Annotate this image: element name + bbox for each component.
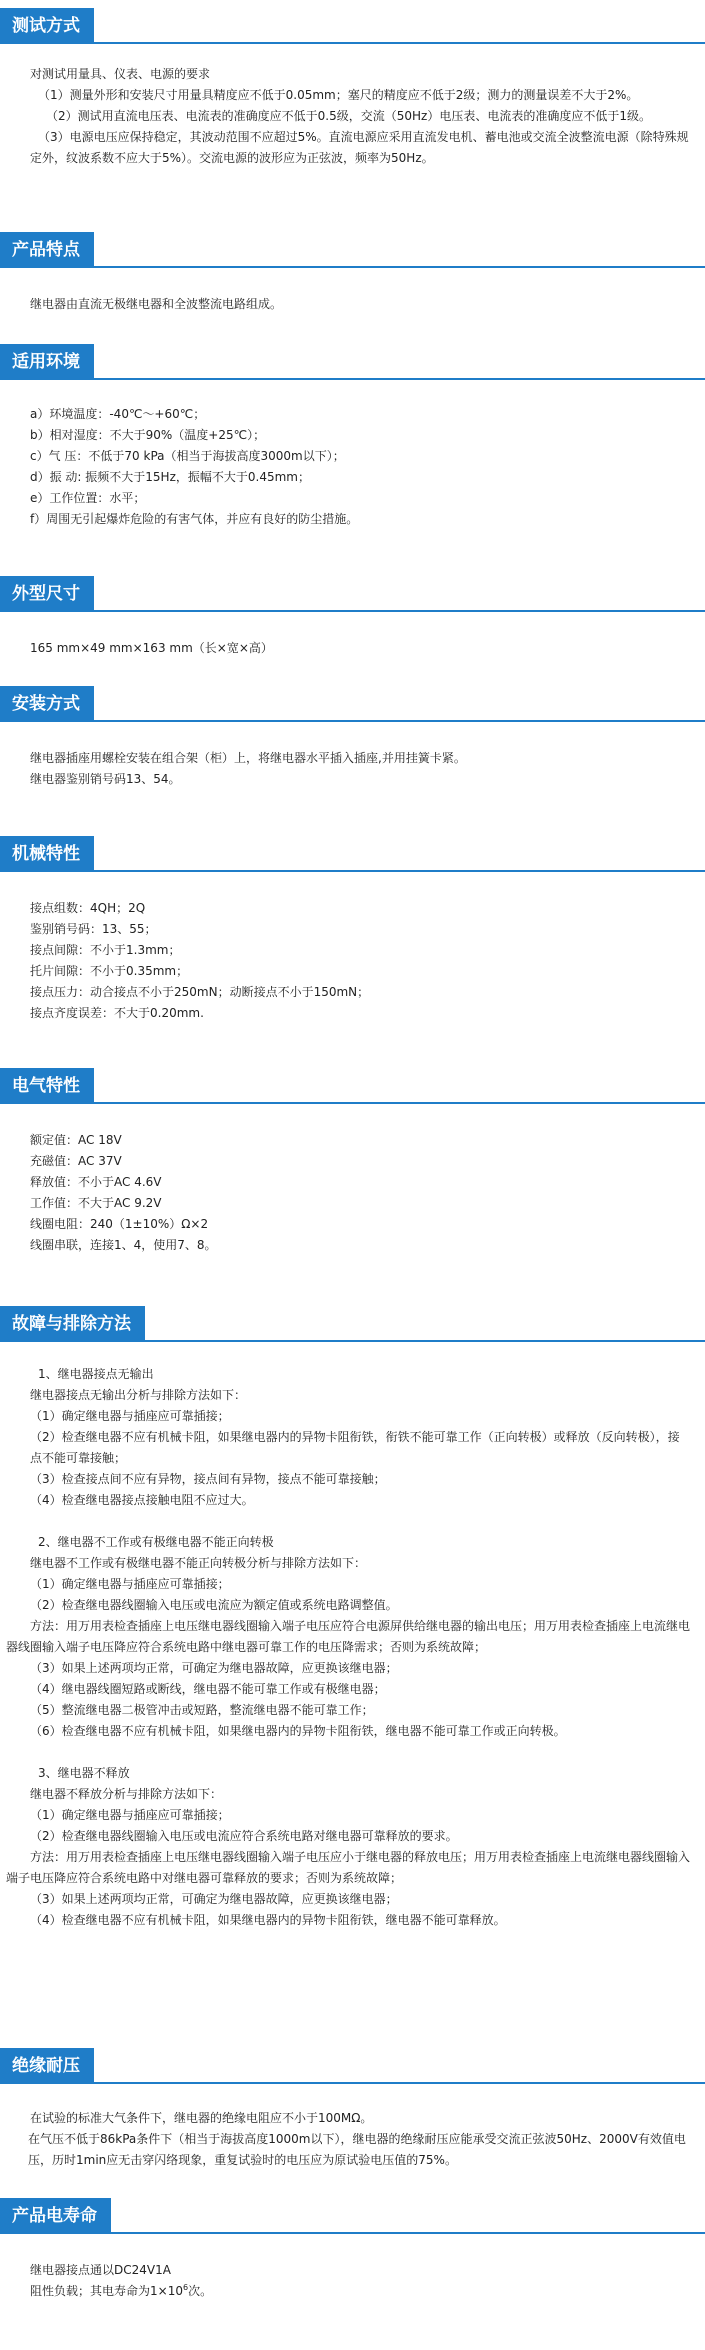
text-line: 接点间隙：不小于1.3mm； — [30, 943, 181, 957]
section-divider — [0, 870, 705, 872]
section-header-insulation — [0, 2048, 705, 2084]
text-line: c）气 压：不低于70 kPa（相当于海拔高度3000m以下）； — [30, 449, 345, 463]
section-body-troubleshooting — [6, 1364, 691, 1931]
text-suffix: 次。 — [188, 2284, 213, 2298]
text-line: （1）确定继电器与插座应可靠插接； — [30, 1409, 230, 1423]
section-title: 测试方式 — [0, 8, 94, 44]
spacer — [30, 1511, 690, 1532]
text-line: （1）确定继电器与插座应可靠插接； — [30, 1808, 230, 1822]
text-line: （3）如果上述两项均正常，可确定为继电器故障，应更换该继电器； — [30, 1892, 398, 1906]
text-line: 额定值：AC 18V — [30, 1133, 122, 1147]
text-line: 继电器插座用螺栓安装在组合架（柜）上，将继电器水平插入插座,并用挂簧卡紧。 — [30, 751, 466, 765]
text-line: 1、继电器接点无输出 — [38, 1367, 154, 1381]
section-title: 外型尺寸 — [0, 576, 94, 612]
section-body-electrical-life — [30, 2260, 690, 2302]
text-line: （2）检查继电器线圈输入电压或电流应为额定值或系统电路调整值。 — [30, 1598, 398, 1612]
text-line: d）振 动: 振频不大于15Hz，振幅不大于0.45mm； — [30, 470, 310, 484]
section-title: 适用环境 — [0, 344, 94, 380]
section-title: 产品电寿命 — [0, 2198, 111, 2234]
text-line: a）环境温度：-40℃～+60℃； — [30, 407, 206, 421]
text-line: （6）检查继电器不应有机械卡阻，如果继电器内的异物卡阻衔铁，继电器不能可靠工作或正向转极。 — [30, 1724, 566, 1738]
section-body-installation — [30, 748, 690, 790]
text-line: 方法：用万用表检查插座上电压继电器线圈输入端子电压应小于继电器的释放电压；用万用表检查插座上电流继电器线圈输入端子电压降应符合系统电路中对继电器可靠释放的要求；否则为系统故障； — [6, 1850, 691, 1885]
section-divider — [0, 378, 705, 380]
section-divider — [0, 610, 705, 612]
section-divider — [0, 42, 705, 44]
text-line: （5）整流继电器二极管冲击或短路，整流继电器不能可靠工作； — [30, 1703, 374, 1717]
section-header-installation — [0, 686, 705, 722]
text-line: （3）电源电压应保持稳定，其波动范围不应超过5%。直流电源应采用直流发电机、蓄电池或交流全波整流电源（除特殊规定外，纹波系数不应大于5%）。交流电源的波形应为正弦波，频率为50Hz。 — [30, 130, 689, 165]
text-line-with-exponent — [30, 2281, 690, 2302]
text-line: f）周围无引起爆炸危险的有害气体，并应有良好的防尘措施。 — [30, 512, 359, 526]
section-header-dimensions — [0, 576, 705, 612]
section-header-electrical-life — [0, 2198, 705, 2234]
text-line: （2）检查继电器不应有机械卡阻，如果继电器内的异物卡阻衔铁，衔铁不能可靠工作（正向转极）或释放（反向转极），接点不能可靠接触； — [30, 1430, 680, 1465]
text-line: 线圈串联，连接1、4，使用7、8。 — [30, 1238, 217, 1252]
section-divider — [0, 1340, 705, 1342]
section-title: 电气特性 — [0, 1068, 94, 1104]
text-line: （2）检查继电器线圈输入电压或电流应符合系统电路对继电器可靠释放的要求。 — [30, 1829, 458, 1843]
text-line: 在气压不低于86kPa条件下（相当于海拔高度1000m以下），继电器的绝缘耐压应能承受交流正弦波50Hz、2000V有效值电压，历时1min应无击穿闪络现象，重复试验时的电压应为原试验电压值的75%。 — [28, 2132, 686, 2167]
section-title: 绝缘耐压 — [0, 2048, 94, 2084]
section-body-dimensions — [30, 638, 690, 659]
text-line: 方法：用万用表检查插座上电压继电器线圈输入端子电压应符合电源屏供给继电器的输出电压；用万用表检查插座上电流继电器线圈输入端子电压降应符合系统电路中继电器可靠工作的电压降需求；否则为系统故障； — [6, 1619, 691, 1654]
text-line: 2、继电器不工作或有极继电器不能正向转极 — [38, 1535, 274, 1549]
section-header-test-method — [0, 8, 705, 44]
text-line: 释放值：不小于AC 4.6V — [30, 1175, 162, 1189]
text-line: （4）检查继电器不应有机械卡阻，如果继电器内的异物卡阻衔铁，继电器不能可靠释放。 — [30, 1913, 506, 1927]
text-line: （2）测试用直流电压表、电流表的准确度应不低于0.5级，交流（50Hz）电压表、电流表的准确度应不低于1级。 — [46, 109, 651, 123]
section-divider — [0, 266, 705, 268]
text-line: 线圈电阻：240（1±10%）Ω×2 — [30, 1217, 209, 1231]
text-line: 继电器接点通以DC24V1A — [30, 2263, 171, 2277]
section-title: 机械特性 — [0, 836, 94, 872]
section-body-environment — [30, 404, 690, 530]
section-body-electrical — [30, 1130, 690, 1256]
text-line: 托片间隙：不小于0.35mm； — [30, 964, 189, 978]
text-line: （4）检查继电器接点接触电阻不应过大。 — [30, 1493, 254, 1507]
exponent: 6 — [182, 2283, 189, 2292]
text-line: 阻性负载；其电寿命为1×10 — [30, 2284, 183, 2298]
text-line: b）相对湿度：不大于90%（温度+25℃）； — [30, 428, 266, 442]
text-line: e）工作位置：水平； — [30, 491, 146, 505]
text-line: 鉴别销号码：13、55； — [30, 922, 157, 936]
section-body-insulation — [30, 2108, 690, 2171]
section-title: 故障与排除方法 — [0, 1306, 145, 1342]
section-divider — [0, 1102, 705, 1104]
text-line: 在试验的标准大气条件下，继电器的绝缘电阻应不小于100MΩ。 — [30, 2111, 373, 2125]
text-line: 165 mm×49 mm×163 mm（长×宽×高） — [30, 641, 273, 655]
text-line: （1）确定继电器与插座应可靠插接； — [30, 1577, 230, 1591]
section-divider — [0, 2232, 705, 2234]
text-line: （3）如果上述两项均正常，可确定为继电器故障，应更换该继电器； — [30, 1661, 398, 1675]
text-line: 继电器鉴别销号码13、54。 — [30, 772, 181, 786]
section-header-environment — [0, 344, 705, 380]
text-line: （1）测量外形和安装尺寸用量具精度应不低于0.05mm；塞尺的精度应不低于2级；测力的测量误差不大于2%。 — [38, 88, 639, 102]
section-divider — [0, 2082, 705, 2084]
section-header-troubleshooting — [0, 1306, 705, 1342]
section-header-features — [0, 232, 705, 268]
text-line: 对测试用量具、仪表、电源的要求 — [30, 67, 211, 81]
text-line: 继电器不工作或有极继电器不能正向转极分析与排除方法如下： — [30, 1556, 367, 1570]
section-body-features — [30, 294, 690, 315]
text-line: 接点压力：动合接点不小于250mN；动断接点不小于150mN； — [30, 985, 370, 999]
section-header-mechanical — [0, 836, 705, 872]
text-line: （4）继电器线圈短路或断线，继电器不能可靠工作或有极继电器； — [30, 1682, 386, 1696]
section-title: 安装方式 — [0, 686, 94, 722]
text-line: 继电器不释放分析与排除方法如下： — [30, 1787, 223, 1801]
text-line: 工作值：不大于AC 9.2V — [30, 1196, 162, 1210]
section-title: 产品特点 — [0, 232, 94, 268]
spacer — [30, 1742, 690, 1763]
section-body-mechanical — [30, 898, 690, 1024]
text-line: 充磁值：AC 37V — [30, 1154, 122, 1168]
text-line: 接点齐度误差：不大于0.20mm. — [30, 1006, 204, 1020]
text-line: 继电器接点无输出分析与排除方法如下： — [30, 1388, 247, 1402]
text-line: 接点组数：4QH；2Q — [30, 901, 146, 915]
text-line: 继电器由直流无极继电器和全波整流电路组成。 — [30, 297, 283, 311]
text-line: 3、继电器不释放 — [38, 1766, 130, 1780]
section-body-test-method — [30, 64, 690, 169]
text-line: （3）检查接点间不应有异物，接点间有异物，接点不能可靠接触； — [30, 1472, 386, 1486]
section-header-electrical — [0, 1068, 705, 1104]
section-divider — [0, 720, 705, 722]
